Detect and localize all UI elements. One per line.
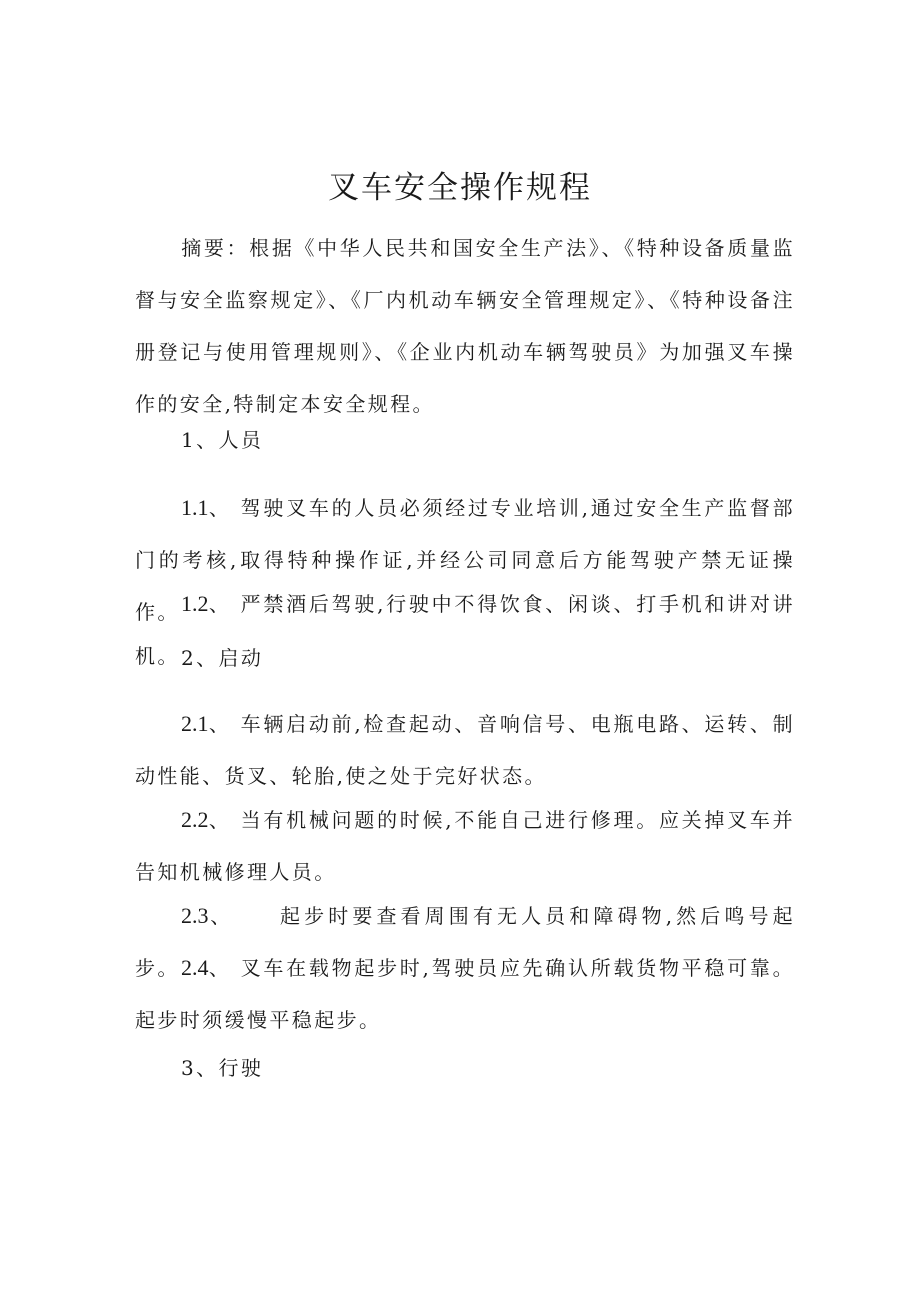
abstract-text: 摘要：根据《中华人民共和国安全生产法》、《特种设备质量监督与安全监察规定》、《厂内机动车辆安全管理规定》、《特种设备注册登记与使用管理规则》、《企业内机动车辆驾驶员》为加强叉车操作的安全,特制定本安全规程。 [135, 236, 795, 416]
clause-text: 叉车在载物起步时,驾驶员应先确认所载货物平稳可靠。起步时须缓慢平稳起步。 [135, 956, 796, 1032]
clause-number: 2.4 [181, 955, 209, 980]
document-title: 叉车安全操作规程 [328, 170, 592, 206]
clause-separator: 、 [208, 808, 232, 832]
clause-text: 起步时要查看周围有无人员和障碍物,然后鸣号起步。 [135, 904, 795, 980]
section-heading-personnel: 1、人员 [181, 428, 264, 452]
clause-number: 2.2 [181, 807, 209, 832]
section-heading-startup: 2、启动 [181, 646, 264, 670]
section-heading-driving: 3、行驶 [181, 1056, 264, 1080]
clause-separator: 、 [208, 496, 232, 520]
clause-text: 严禁酒后驾驶,行驶中不得饮食、闲谈、打手机和讲对讲机。 [135, 592, 796, 668]
clause-text: 当有机械问题的时候,不能自己进行修理。应关掉叉车并告知机械修理人员。 [135, 808, 796, 884]
clause-separator: 、 [208, 956, 232, 980]
clause-number: 1.2 [181, 591, 209, 616]
clause-number: 1.1 [181, 495, 209, 520]
clause-separator: 、 [208, 712, 232, 736]
clause-2-4 [135, 942, 795, 1046]
clause-text: 车辆启动前,检查起动、音响信号、电瓶电路、运转、制动性能、货叉、轮胎,使之处于完好状态。 [135, 712, 796, 788]
abstract-paragraph [135, 222, 795, 430]
clause-number: 2.3 [181, 903, 209, 928]
clause-number: 2.1 [181, 711, 209, 736]
clause-2-2 [135, 794, 795, 898]
clause-text: 驾驶叉车的人员必须经过专业培训,通过安全生产监督部门的考核,取得特种操作证,并经公司同意后方能驾驶产禁无证操作。 [135, 496, 796, 624]
clause-separator: 、 [208, 904, 235, 928]
clause-separator: 、 [208, 592, 232, 616]
clause-2-1 [135, 698, 795, 802]
